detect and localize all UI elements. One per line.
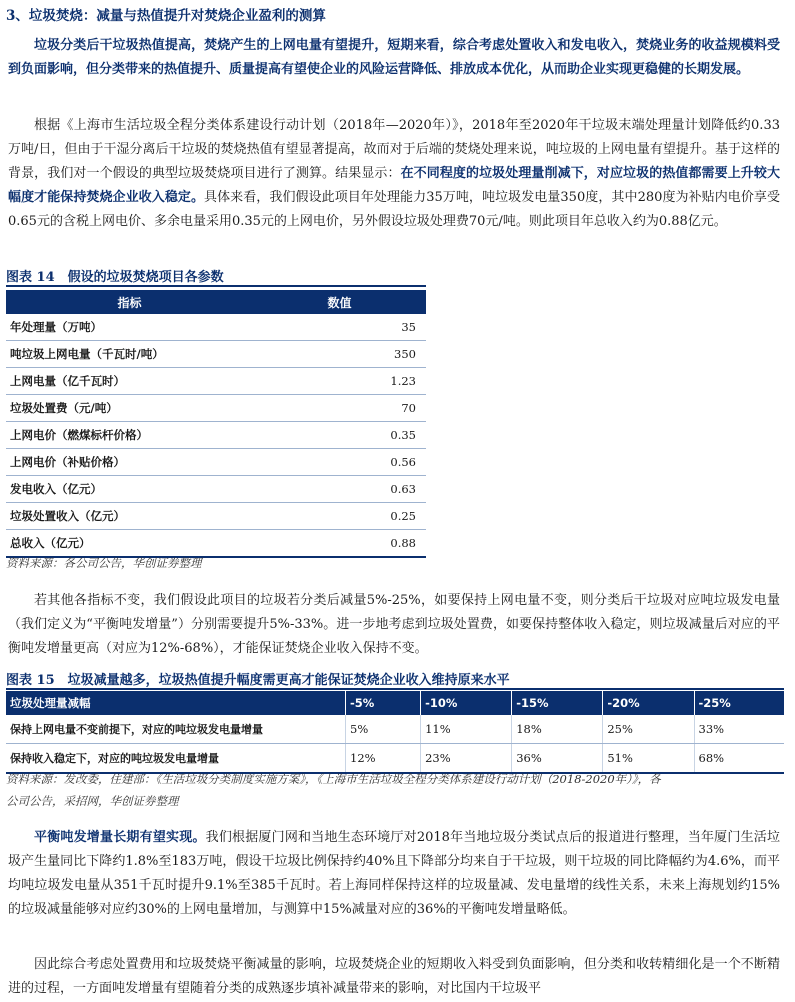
conclusion-paragraph: 因此综合考虑处置费用和垃圾焚烧平衡减量的影响，垃圾焚烧企业的短期收入料受到负面影响，但分类和收转精细化是一个不断精进的过程，一方面吨发增量有望随着分类的成熟逐步填补减量带来的影响，对比国内干垃圾平 <box>8 957 780 996</box>
row-value: 70 <box>253 395 426 422</box>
balance-paragraph <box>8 826 780 922</box>
reduction-15-header: -15% <box>512 691 603 715</box>
figure-15-source <box>6 768 786 812</box>
row-label: 保持上网电量不变前提下，对应的吨垃圾发电量增量 <box>6 715 346 744</box>
row-value: 0.63 <box>253 476 426 503</box>
figure-15-source-line-1: 资料来源：发改委，住建部：《生活垃圾分类制度实施方案》，《上海市生活垃圾全程分类体系建设行动计划（2018-2020年）》，各 <box>6 772 661 786</box>
table-cell: 12% <box>346 744 421 774</box>
table-cell: 68% <box>694 744 784 774</box>
row-value: 0.56 <box>253 449 426 476</box>
table-row <box>6 314 426 341</box>
row-label: 上网电价（燃煤标杆价格） <box>6 422 253 449</box>
table-cell: 25% <box>603 715 694 744</box>
table-row <box>6 395 426 422</box>
table-cell: 23% <box>421 744 512 774</box>
row-label: 垃圾处置费（元/吨） <box>6 395 253 422</box>
row-label: 上网电价（补贴价格） <box>6 449 253 476</box>
calculation-text-bold: 在不同程度的垃圾处理量削减下，对应垃圾的热值都需要上升较大幅度才能保持焚烧企业收入稳定。 <box>8 166 780 205</box>
row-label: 总收入（亿元） <box>6 530 253 558</box>
table-row <box>6 368 426 395</box>
calculation-text-a: 根据《上海市生活垃圾全程分类体系建设行动计划（2018年—2020年）》，2018年至2020年干垃圾末端处理量计划降低约0.33万吨/日，但由于干湿分离后干垃圾的焚烧热值有望显著提高，故而对于后端的焚烧处理来说，吨垃圾的上网电量有望提升。基于这样的背景，我们对一个假设的典型垃圾焚烧项目进行了测算。结果显示： <box>8 118 780 181</box>
row-label: 年处理量（万吨） <box>6 314 253 341</box>
table-cell: 51% <box>603 744 694 774</box>
calculation-text-b: 具体来看，我们假设此项目年处理能力35万吨，吨垃圾发电量350度，其中280度为补贴内电价享受0.65元的含税上网电价、多余电量采用0.35元的上网电价，另外假设垃圾处理费70元/吨。则此项目年总收入约为0.88亿元。 <box>8 190 780 229</box>
table-cell: 11% <box>421 715 512 744</box>
row-label: 垃圾处置收入（亿元） <box>6 503 253 530</box>
row-value: 0.25 <box>253 503 426 530</box>
figure-15-source-line-2: 公司公告，采招网，华创证券整理 <box>6 794 179 808</box>
indicator-header: 指标 <box>6 290 253 314</box>
figure-15-table <box>6 691 784 774</box>
row-value: 0.88 <box>253 530 426 558</box>
section-heading: 3、垃圾焚烧：减量与热值提升对焚烧企业盈利的测算 <box>6 8 326 24</box>
row-value: 35 <box>253 314 426 341</box>
figure-15-title: 图表 15 垃圾减量越多，垃圾热值提升幅度需更高才能保证焚烧企业收入维持原来水平 <box>6 673 510 688</box>
figure-14-title: 图表 14 假设的垃圾焚烧项目各参数 <box>6 270 224 285</box>
row-value: 350 <box>253 341 426 368</box>
row-label: 发电收入（亿元） <box>6 476 253 503</box>
row-label: 吨垃圾上网电量（千瓦时/吨） <box>6 341 253 368</box>
intro-paragraph: 垃圾分类后干垃圾热值提高，焚烧产生的上网电量有望提升，短期来看，综合考虑处置收入和发电收入，焚烧业务的收益规模料受到负面影响，但分类带来的热值提升、质量提高有望使企业的风险运营降低、排放成本优化，从而助企业实现更稳健的长期发展。 <box>8 38 780 77</box>
calculation-paragraph <box>8 114 780 234</box>
reduction-25-header: -25% <box>694 691 784 715</box>
table-row <box>6 476 426 503</box>
value-header: 数值 <box>253 290 426 314</box>
balance-text-bold: 平衡吨发增量长期有望实现。 <box>34 830 206 845</box>
table-row <box>6 449 426 476</box>
table-cell: 36% <box>512 744 603 774</box>
row-label: 上网电量（亿千瓦时） <box>6 368 253 395</box>
balance-text: 我们根据厦门网和当地生态环境厅对2018年当地垃圾分类试点后的报道进行整理，当年厦门生活垃圾产生量同比下降约1.8%至183万吨，假设干垃圾比例保持约40%且下降部分均来自于干垃圾，则干垃圾的同比降幅约为4.6%，而平均吨垃圾发电量从351千瓦时提升9.1%至385千瓦时。若上海同样保持这样的垃圾量减、发电量增的线性关系，未来上海规划约15%的垃圾减量能够对应约30%的上网电量增加，与测算中15%减量对应的36%的平衡吨发增量略低。 <box>8 830 780 917</box>
table-row <box>6 715 784 744</box>
figure-15-rule <box>6 688 784 690</box>
figure-14-table <box>6 290 426 558</box>
sensitivity-paragraph: 若其他各指标不变，我们假设此项目的垃圾若分类后减量5%-25%，如要保持上网电量不变，则分类后干垃圾对应吨垃圾发电量（我们定义为“平衡吨发增量”）分别需要提升5%-33%。进一步地考虑到垃圾处置费，如要保持整体收入稳定，则垃圾减量后对应的平衡吨发增量更高（对应为12%-68%），才能保证焚烧企业收入保持不变。 <box>8 593 780 656</box>
row-value: 0.35 <box>253 422 426 449</box>
reduction-20-header: -20% <box>603 691 694 715</box>
table-cell: 5% <box>346 715 421 744</box>
reduction-5-header: -5% <box>346 691 421 715</box>
table-header-row <box>6 290 426 314</box>
reduction-10-header: -10% <box>421 691 512 715</box>
reduction-header: 垃圾处理量减幅 <box>6 691 346 715</box>
row-label: 保持收入稳定下，对应的吨垃圾发电量增量 <box>6 744 346 774</box>
table-header-row <box>6 691 784 715</box>
table-cell: 18% <box>512 715 603 744</box>
figure-14-rule <box>6 285 426 287</box>
table-row <box>6 341 426 368</box>
table-row <box>6 422 426 449</box>
row-value: 1.23 <box>253 368 426 395</box>
table-cell: 33% <box>694 715 784 744</box>
table-row <box>6 503 426 530</box>
figure-14-source: 资料来源：各公司公告，华创证券整理 <box>6 556 202 570</box>
